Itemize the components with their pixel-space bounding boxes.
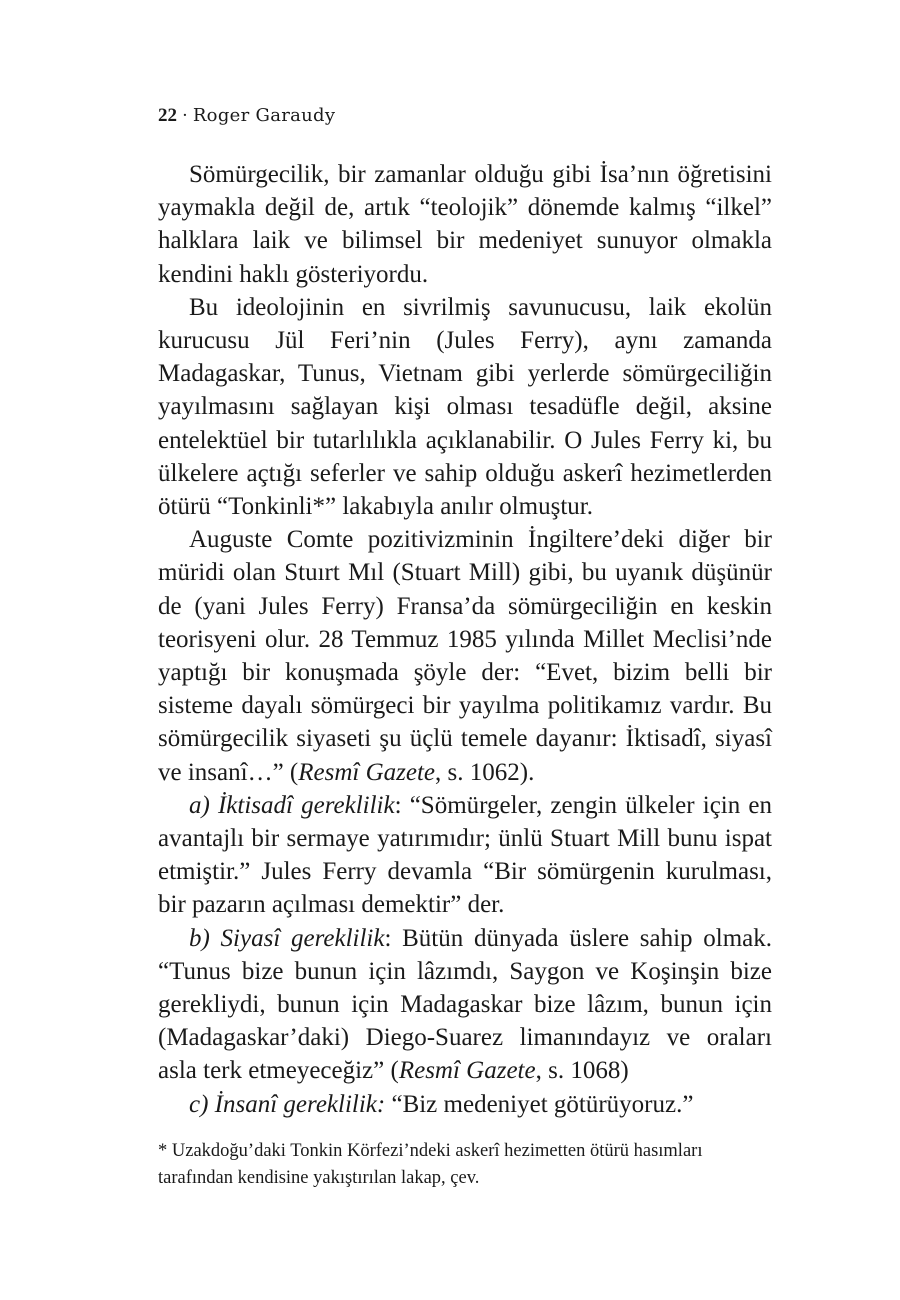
page-number: 22 [158, 105, 177, 126]
paragraph-6 [158, 1088, 772, 1121]
paragraph-5-label: b) Siyasî gereklilik [189, 924, 385, 952]
running-head [158, 103, 335, 129]
paragraph-6-text: “Biz medeniyet götürüyoruz.” [385, 1090, 694, 1118]
paragraph-3-source: Resmî Gazete [298, 758, 436, 786]
paragraph-1-text: Sömürgecilik, bir zamanlar olduğu gibi İsa’nın öğretisini yaymakla değil de, artık “teolojik” dönemde kalmış “ilkel” halklara laik ve bilimsel bir medeniyet sunuyor olmakla kendini haklı gösteriyordu. [158, 161, 772, 288]
paragraph-2-text: Bu ideolojinin en sivrilmiş savunucusu, laik ekolün kurucusu Jül Feri’nin (Jules Ferry), aynı zamanda Madagaskar, Tunus, Vietnam gibi yerlerde sömürgeciliğin yayılmasını sağlayan kişi olması tesadüfle değil, aksine entelektüel bir tutarlılıkla açıklanabilir. O Jules Ferry ki, bu ülkelere açtığı seferler ve sahip olduğu askerî hezimetlerden ötürü “Tonkinli*” lakabıyla anılır olmuştur. [158, 293, 772, 521]
paragraph-5 [158, 922, 772, 1088]
body-text [158, 158, 772, 1121]
paragraph-3-text: Auguste Comte pozitivizminin İngiltere’deki diğer bir müridi olan Stuırt Mıl (Stuart Mill) gibi, bu uyanık düşünür de (yani Jules Ferry) Fransa’da sömürgeciliğin en keskin teorisyeni olur. 28 Temmuz 1985 yılında Millet Meclisi’nde yaptığı bir konuşmada şöyle der: “Evet, bizim belli bir sisteme dayalı sömürgeci bir yayılma politikamız vardır. Bu sömürgecilik siyaseti şu üçlü temele dayanır: İktisadî, siyasî ve insanî…” ( [158, 526, 772, 786]
paragraph-5-end: , s. 1068) [535, 1057, 629, 1085]
paragraph-5-source: Resmî Gazete [398, 1057, 536, 1085]
author-name: Roger Garaudy [192, 105, 336, 126]
paragraph-3 [158, 523, 772, 789]
paragraph-5-text: : Bütün dünyada üslere sahip olmak. “Tunus bize bunun için lâzımdı, Saygon ve Koşinşin bize gerekliydi, bunun için Madagaskar bize lâzım, bunun için (Madagaskar’daki) Diego-Suarez limanındayız ve oraları asla terk etmeyeceğiz” ( [158, 924, 772, 1085]
paragraph-4 [158, 789, 772, 922]
paragraph-1 [158, 158, 772, 291]
paragraph-6-label: c) İnsanî gereklilik: [189, 1090, 386, 1118]
paragraph-3-end: , s. 1062). [435, 758, 535, 786]
header-separator: · [181, 105, 189, 126]
paragraph-2 [158, 291, 772, 523]
paragraph-4-text: : “Sömürgeler, zengin ülkeler için en avantajlı bir sermaye yatırımıdır; ünlü Stuart Mill bunu ispat etmiştir.” Jules Ferry devamla “Bir sömürgenin kurulması, bir pazarın açılması demektir” der. [158, 791, 772, 919]
paragraph-4-label: a) İktisadî gereklilik [189, 791, 395, 819]
footnote [158, 1138, 778, 1192]
footnote-text: * Uzakdoğu’daki Tonkin Körfezi’ndeki askerî hezimetten ötürü hasımları tarafından kendisine yakıştırılan lakap, çev. [158, 1141, 703, 1188]
